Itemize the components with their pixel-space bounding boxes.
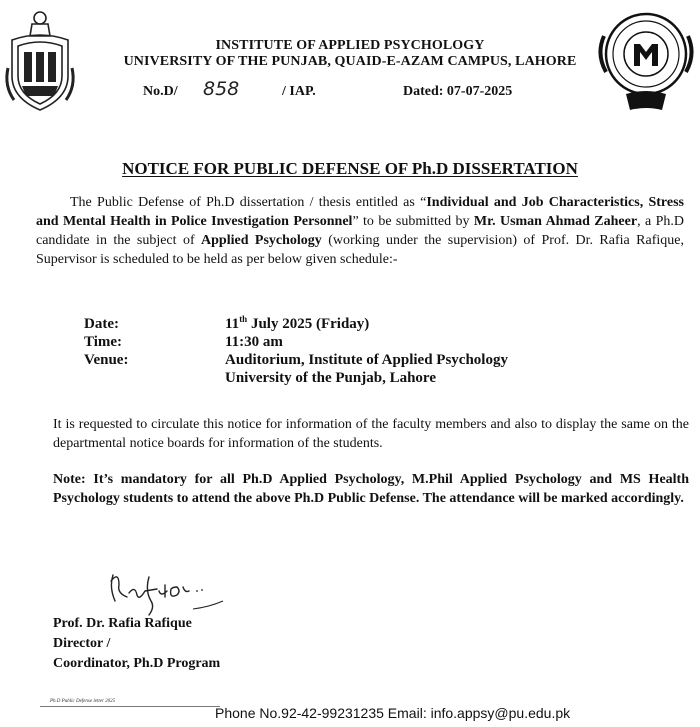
venue-label: Venue:: [84, 352, 129, 368]
university-name: UNIVERSITY OF THE PUNJAB, QUAID-E-AZAM CAMPUS, LAHORE: [123, 54, 577, 69]
institute-name: INSTITUTE OF APPLIED PSYCHOLOGY: [215, 38, 485, 53]
venue-line-2: University of the Punjab, Lahore: [225, 370, 436, 386]
thesis-title: Individual and Job Characteristics, Stress and Mental Health in Police Investigation Personnel: [36, 195, 685, 229]
letter-date: Dated: 07-07-2025: [403, 84, 513, 99]
notice-title: NOTICE FOR PUBLIC DEFENSE OF Ph.D DISSERTATION: [122, 159, 578, 178]
venue-line-1: Auditorium, Institute of Applied Psychology: [225, 352, 508, 368]
signatory-name: Prof. Dr. Rafia Rafique: [53, 616, 192, 631]
reference-prefix: No.D/: [143, 84, 178, 99]
reference-suffix: / IAP.: [282, 84, 316, 99]
time-value: 11:30 am: [225, 334, 283, 350]
candidate-name: Mr. Usman Ahmad Zaheer: [473, 214, 638, 229]
attendance-note: Note: It’s mandatory for all Ph.D Applied Psychology, M.Phil Applied Psychology and MS Health Psychology students to attend the above Ph.D Public Defense. The attendance will be marked accordingly.: [53, 472, 689, 506]
date-label: Date:: [84, 316, 119, 332]
signatory-block: [53, 614, 220, 674]
subject-name: Applied Psychology: [201, 233, 322, 248]
file-reference-note: Ph.D Public Defense letter 2025: [50, 699, 116, 704]
contact-info: Phone No.92-42-99231235 Email: info.appsy@pu.edu.pk: [215, 705, 571, 721]
signatory-title: Director /: [53, 636, 111, 651]
date-value: 11th July 2025 (Friday): [225, 314, 370, 332]
handwritten-signature: [105, 557, 235, 621]
time-label: Time:: [84, 334, 123, 350]
intro-paragraph: The Public Defense of Ph.D dissertation / thesis entitled as “Individual and Job Characteristics, Stress and Mental Health in Police Investigation Personnel” to be submitted by Mr. Usman Ahmad Zaheer, a Ph.D candidate in the subject of Applied Psychology (working under the supervision) of Prof. Dr. Rafia Rafique, Supervisor is scheduled to be held as per below given schedule:-: [36, 195, 685, 267]
reference-number-handwritten: 858: [203, 78, 240, 100]
signatory-role: Coordinator, Ph.D Program: [53, 656, 221, 671]
footer-divider: [40, 706, 220, 707]
circulate-paragraph: It is requested to circulate this notice for information of the faculty members and also to display the same on the departmental notice boards for information of the students.: [53, 417, 689, 451]
